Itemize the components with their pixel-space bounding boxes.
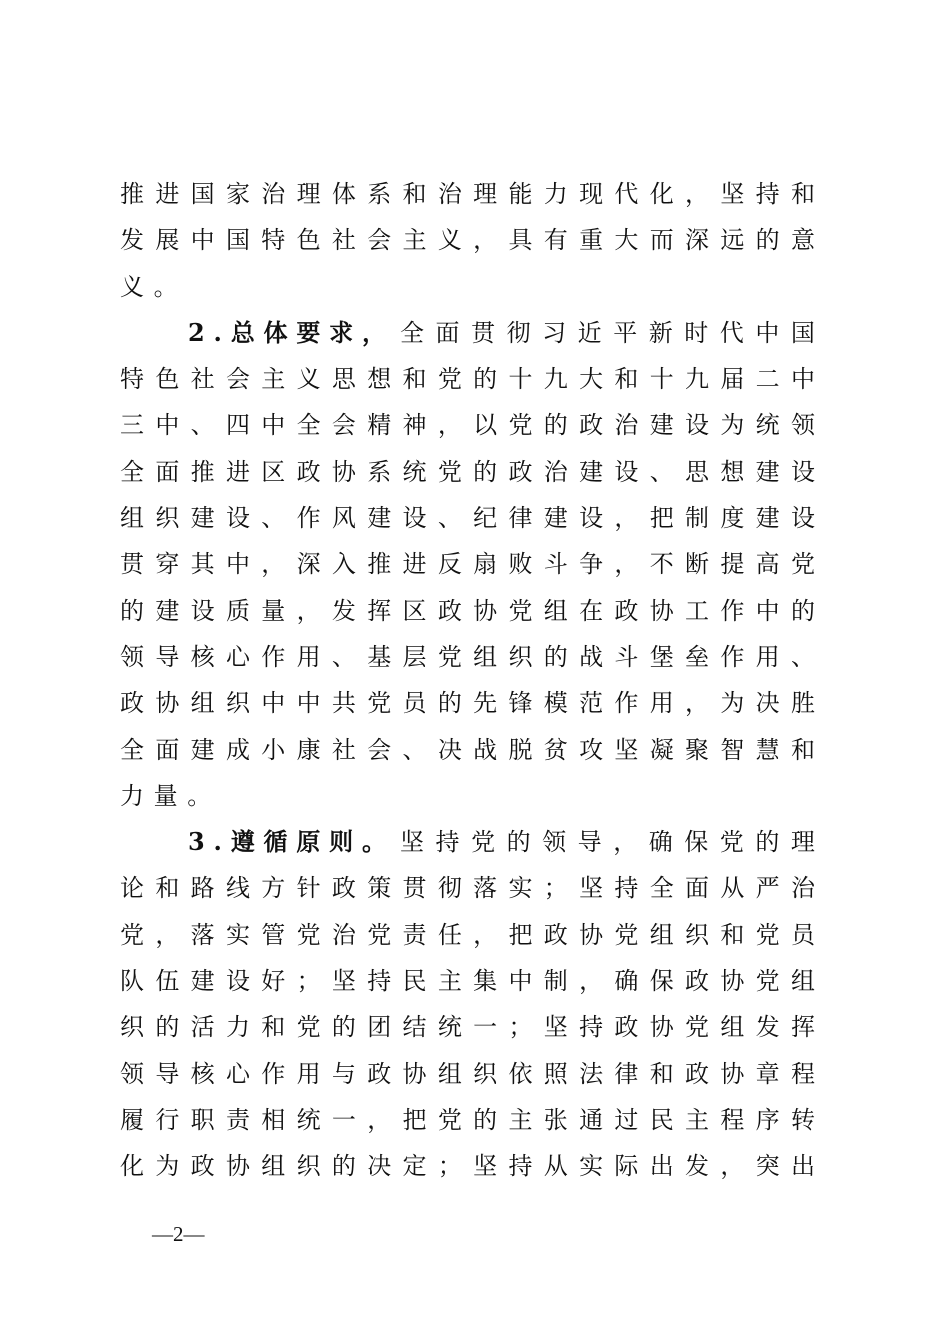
section-heading: 3 . 遵 循 原 则 。 (188, 827, 386, 857)
text-line (120, 1097, 815, 1143)
line-text: 织 的 活 力 和 党 的 团 结 统 一 ； 坚 持 政 协 党 组 发 挥 (120, 1013, 815, 1042)
line-text: 全 面 贯 彻 习 近 平 新 时 代 中 国 (400, 318, 815, 347)
line-text: 党 ， 落 实 管 党 治 党 责 任 ， 把 政 协 党 组 织 和 党 员 (120, 920, 815, 949)
section-heading: 2 . 总 体 要 求 ， (188, 317, 386, 347)
text-line (120, 356, 815, 402)
line-text: 组 织 建 设 、 作 风 建 设 、 纪 律 建 设 ， 把 制 度 建 设 (120, 504, 815, 533)
text-line (120, 1051, 815, 1097)
text-line (120, 541, 815, 587)
line-text: 领 导 核 心 作 用 、 基 层 党 组 织 的 战 斗 堡 垒 作 用 、 (120, 642, 815, 671)
line-text: 队 伍 建 设 好 ； 坚 持 民 主 集 中 制 ， 确 保 政 协 党 组 (120, 967, 815, 996)
line-text: 特 色 社 会 主 义 思 想 和 党 的 十 九 大 和 十 九 届 二 中 (120, 365, 815, 394)
text-line (120, 819, 815, 865)
text-line (120, 773, 815, 819)
line-text: 义 。 (120, 272, 178, 301)
line-text: 化 为 政 协 组 织 的 决 定 ； 坚 持 从 实 际 出 发 ， 突 出 (120, 1152, 815, 1181)
line-text: 政 协 组 织 中 中 共 党 员 的 先 锋 模 范 作 用 ， 为 决 胜 (120, 689, 815, 718)
line-text: 三 中 、 四 中 全 会 精 神 ， 以 党 的 政 治 建 设 为 统 领 (120, 411, 815, 440)
text-line (120, 958, 815, 1004)
text-line (120, 310, 815, 356)
text-line (120, 402, 815, 448)
page-number: —2— (152, 1222, 205, 1246)
text-line (120, 727, 815, 773)
line-text: 发 展 中 国 特 色 社 会 主 义 ， 具 有 重 大 而 深 远 的 意 (120, 226, 815, 255)
line-text: 力 量 。 (120, 781, 212, 810)
line-text: 论 和 路 线 方 针 政 策 贯 彻 落 实 ； 坚 持 全 面 从 严 治 (120, 874, 815, 903)
line-text: 贯 穿 其 中 ， 深 入 推 进 反 扇 败 斗 争 ， 不 断 提 高 党 (120, 550, 815, 579)
line-text: 履 行 职 责 相 统 一 ， 把 党 的 主 张 通 过 民 主 程 序 转 (120, 1105, 815, 1134)
line-text: 全 面 建 成 小 康 社 会 、 决 战 脱 贫 攻 坚 凝 聚 智 慧 和 (120, 735, 815, 764)
line-text: 坚 持 党 的 领 导 ， 确 保 党 的 理 (400, 828, 815, 857)
text-line (120, 217, 815, 263)
text-line (120, 495, 815, 541)
text-line (120, 680, 815, 726)
text-line (120, 171, 815, 217)
text-line (120, 588, 815, 634)
text-line (120, 1004, 815, 1050)
text-line (120, 449, 815, 495)
document-body (120, 171, 815, 1190)
line-text: 全 面 推 进 区 政 协 系 统 党 的 政 治 建 设 、 思 想 建 设 (120, 457, 815, 486)
line-text: 领 导 核 心 作 用 与 政 协 组 织 依 照 法 律 和 政 协 章 程 (120, 1059, 815, 1088)
text-line (120, 264, 815, 310)
line-text: 推 进 国 家 治 理 体 系 和 治 理 能 力 现 代 化 ， 坚 持 和 (120, 180, 815, 208)
text-line (120, 865, 815, 911)
text-line (120, 634, 815, 680)
text-line (120, 1143, 815, 1189)
line-text: 的 建 设 质 量 ， 发 挥 区 政 协 党 组 在 政 协 工 作 中 的 (120, 596, 815, 625)
text-line (120, 912, 815, 958)
